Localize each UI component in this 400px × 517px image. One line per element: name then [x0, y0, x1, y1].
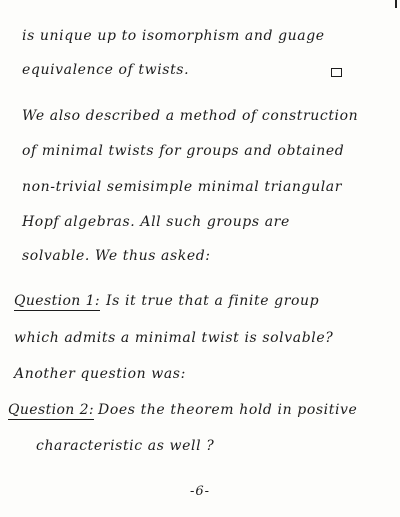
scan-edge-mark	[395, 0, 397, 8]
question-1-line-2: which admits a minimal twist is solvable?	[14, 330, 334, 346]
question-2-line-2: characteristic as well ?	[36, 438, 215, 454]
text-line-3: We also described a method of construction	[22, 108, 359, 124]
question-2-line-1: Does the theorem hold in positive	[98, 402, 358, 418]
text-line-7: solvable. We thus asked:	[22, 248, 211, 264]
question-1-label: Question 1:	[14, 293, 100, 309]
qed-box-icon	[331, 68, 342, 77]
page-number: -6-	[189, 484, 211, 499]
question-1-line-1: Is it true that a finite group	[106, 293, 320, 309]
question-2-label: Question 2:	[8, 402, 94, 418]
text-line-1: is unique up to isomorphism and guage	[22, 28, 325, 44]
text-line-4: of minimal twists for groups and obtained	[22, 143, 345, 159]
text-line-6: Hopf algebras. All such groups are	[22, 214, 290, 230]
text-line-another-question: Another question was:	[14, 366, 186, 382]
text-line-2: equivalence of twists.	[22, 62, 190, 78]
text-line-5: non-trivial semisimple minimal triangular	[22, 179, 343, 195]
